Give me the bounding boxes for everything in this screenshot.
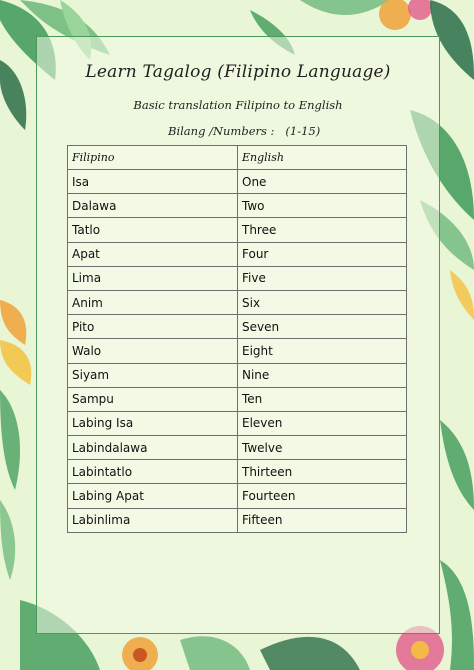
english-word: Fourteen bbox=[238, 484, 407, 508]
english-word: Ten bbox=[238, 387, 407, 411]
filipino-word: Walo bbox=[68, 339, 238, 363]
table-row bbox=[68, 484, 407, 508]
column-header-english: English bbox=[238, 146, 407, 170]
page-title: Learn Tagalog (Filipino Language) bbox=[85, 62, 391, 82]
filipino-word: Labing Isa bbox=[68, 411, 238, 435]
filipino-word: Siyam bbox=[68, 363, 238, 387]
filipino-word: Tatlo bbox=[68, 218, 238, 242]
filipino-word: Dalawa bbox=[68, 194, 238, 218]
section-heading: Bilang /Numbers : (1-15) bbox=[168, 124, 321, 138]
english-word: Nine bbox=[238, 363, 407, 387]
table-row bbox=[68, 411, 407, 435]
table-row bbox=[68, 460, 407, 484]
page-subtitle: Basic translation Filipino to English bbox=[133, 98, 343, 112]
english-word: Three bbox=[238, 218, 407, 242]
filipino-word: Labing Apat bbox=[68, 484, 238, 508]
flower-left-side bbox=[0, 300, 31, 580]
table-row bbox=[68, 266, 407, 290]
vocabulary-table bbox=[67, 145, 407, 533]
filipino-word: Sampu bbox=[68, 387, 238, 411]
english-word: Five bbox=[238, 266, 407, 290]
filipino-word: Labindalawa bbox=[68, 436, 238, 460]
table-row bbox=[68, 170, 407, 194]
english-word: Four bbox=[238, 242, 407, 266]
table-row bbox=[68, 194, 407, 218]
table-row bbox=[68, 363, 407, 387]
table-row bbox=[68, 315, 407, 339]
filipino-word: Lima bbox=[68, 266, 238, 290]
table-row bbox=[68, 242, 407, 266]
filipino-word: Apat bbox=[68, 242, 238, 266]
table-row bbox=[68, 218, 407, 242]
english-word: Eleven bbox=[238, 411, 407, 435]
english-word: Fifteen bbox=[238, 508, 407, 532]
english-word: One bbox=[238, 170, 407, 194]
table-row bbox=[68, 436, 407, 460]
english-word: Seven bbox=[238, 315, 407, 339]
filipino-word: Labinlima bbox=[68, 508, 238, 532]
table-row bbox=[68, 387, 407, 411]
english-word: Six bbox=[238, 290, 407, 314]
table-row bbox=[68, 508, 407, 532]
filipino-word: Labintatlo bbox=[68, 460, 238, 484]
filipino-word: Pito bbox=[68, 315, 238, 339]
table-row bbox=[68, 290, 407, 314]
leaf-cluster-right-side bbox=[440, 270, 474, 510]
filipino-word: Isa bbox=[68, 170, 238, 194]
column-header-filipino: Filipino bbox=[68, 146, 238, 170]
filipino-word: Anim bbox=[68, 290, 238, 314]
english-word: Two bbox=[238, 194, 407, 218]
english-word: Eight bbox=[238, 339, 407, 363]
table-row bbox=[68, 339, 407, 363]
english-word: Thirteen bbox=[238, 460, 407, 484]
table-header-row bbox=[68, 146, 407, 170]
english-word: Twelve bbox=[238, 436, 407, 460]
